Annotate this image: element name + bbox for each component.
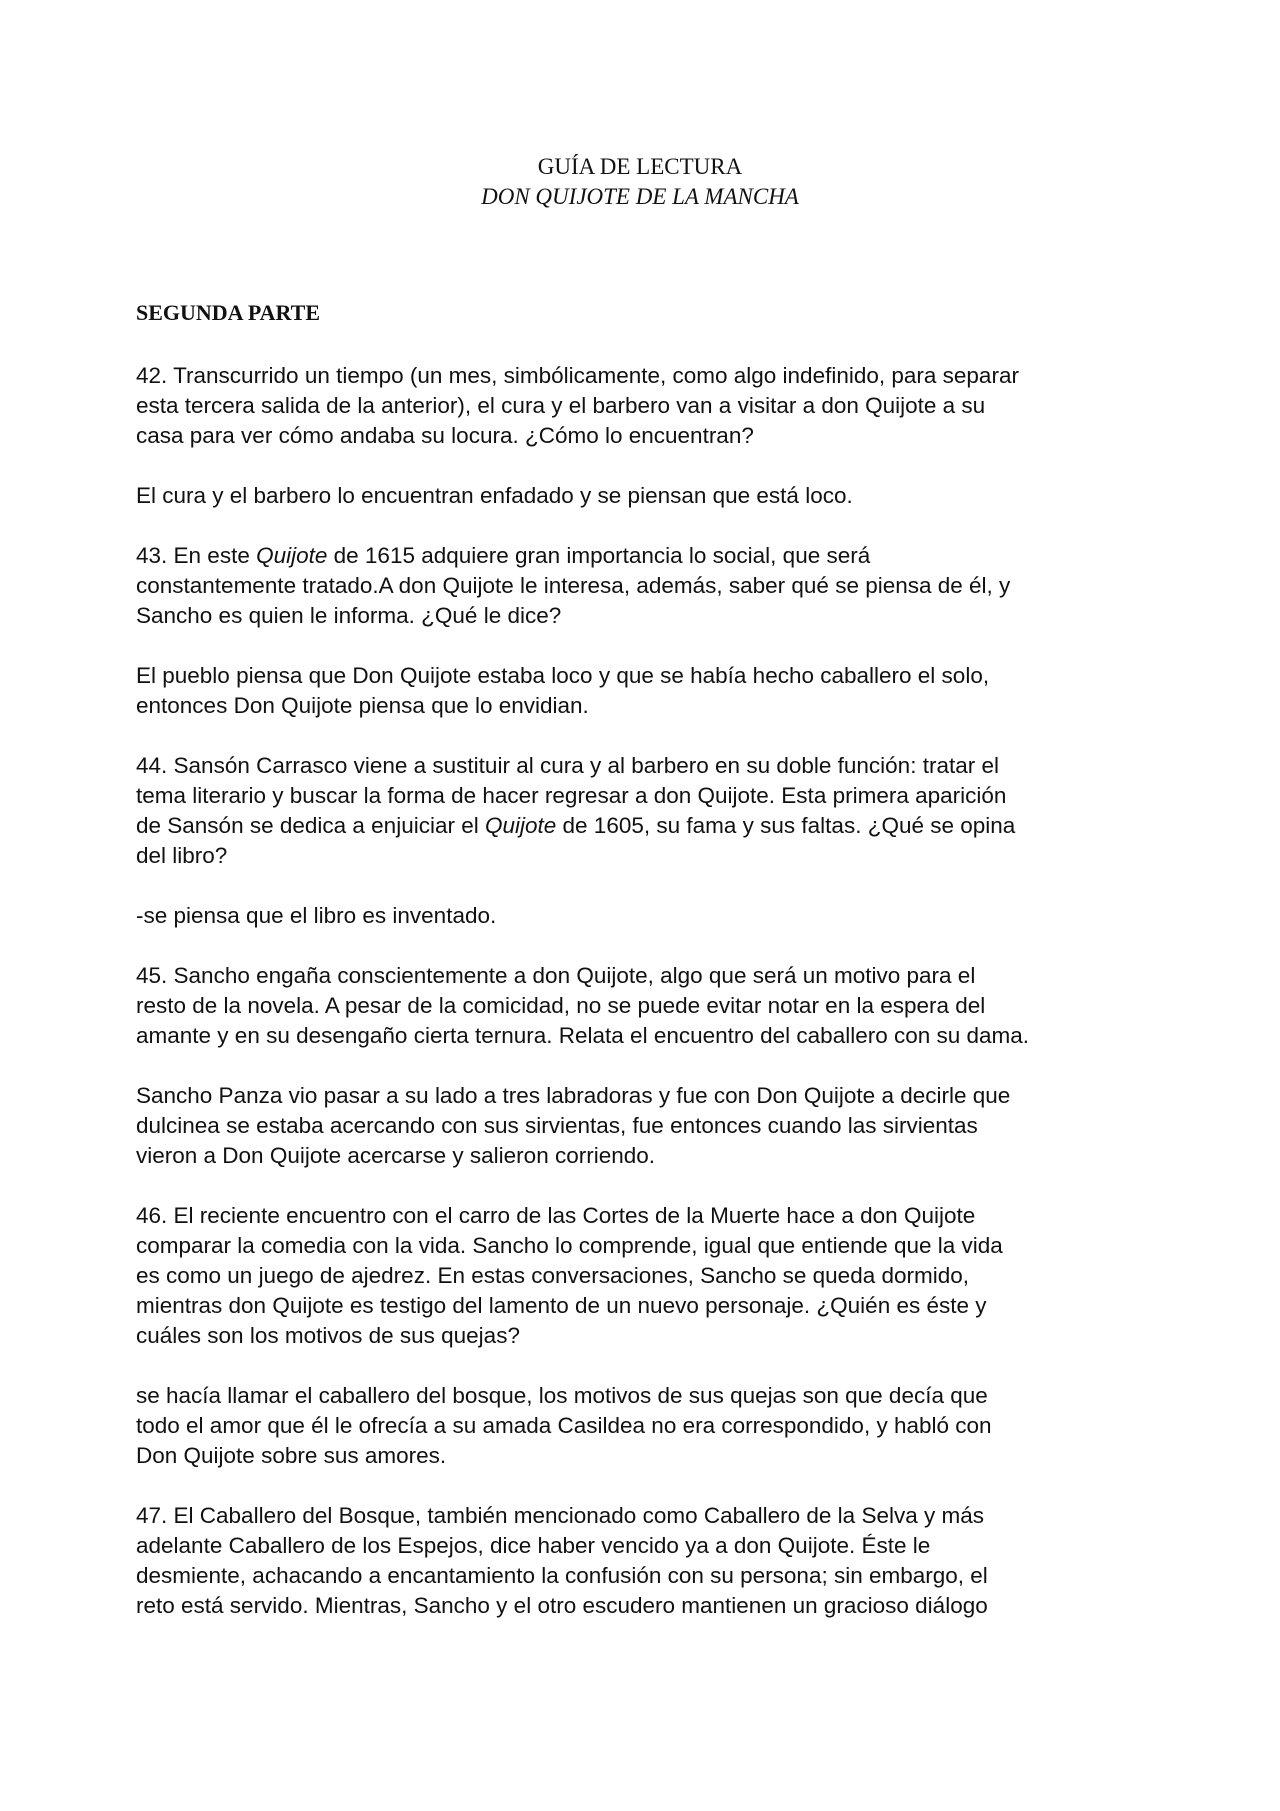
text-line <box>136 541 1176 571</box>
text-line: 46. El reciente encuentro con el carro de las Cortes de la Muerte hace a don Quijote <box>136 1203 976 1228</box>
text-line: dulcinea se estaba acercando con sus sirvientas, fue entonces cuando las sirvientas <box>136 1113 978 1138</box>
text-line: vieron a Don Quijote acercarse y salieron corriendo. <box>136 1143 656 1168</box>
italic-book-title: Quijote <box>484 813 557 838</box>
question-42 <box>136 361 1176 451</box>
question-43 <box>136 541 1176 631</box>
text-line: amante y en su desengaño cierta ternura. Relata el encuentro del caballero con su dama. <box>136 1023 1030 1048</box>
section-title: SEGUNDA PARTE <box>136 300 321 325</box>
text-line: todo el amor que él le ofrecía a su amada Casildea no era correspondido, y habló con <box>136 1413 992 1438</box>
text-line: Sancho es quien le informa. ¿Qué le dice? <box>136 603 562 628</box>
text-line: Sancho Panza vio pasar a su lado a tres labradoras y fue con Don Quijote a decirle que <box>136 1083 1011 1108</box>
answer-46 <box>136 1381 1176 1471</box>
text-line: 42. Transcurrido un tiempo (un mes, simbólicamente, como algo indefinido, para separar <box>136 363 1019 388</box>
italic-book-title: Quijote <box>256 543 328 568</box>
answer-43 <box>136 661 1176 721</box>
document-header <box>0 152 1280 212</box>
text-run: 43. En este <box>136 543 257 568</box>
text-line: El cura y el barbero lo encuentran enfadado y se piensan que está loco. <box>136 483 853 508</box>
text-line: adelante Caballero de los Espejos, dice haber vencido ya a don Quijote. Éste le <box>136 1533 931 1558</box>
text-line: desmiente, achacando a encantamiento la confusión con su persona; sin embargo, el <box>136 1563 988 1588</box>
text-line: -se piensa que el libro es inventado. <box>136 903 497 928</box>
text-line: casa para ver cómo andaba su locura. ¿Cómo lo encuentran? <box>136 423 754 448</box>
question-45 <box>136 961 1176 1051</box>
text-line: reto está servido. Mientras, Sancho y el otro escudero mantienen un gracioso diálogo <box>136 1593 988 1618</box>
text-line: 44. Sansón Carrasco viene a sustituir al cura y al barbero en su doble función: tratar el <box>136 753 999 778</box>
text-line: se hacía llamar el caballero del bosque, los motivos de sus quejas son que decía que <box>136 1383 988 1408</box>
question-47 <box>136 1501 1176 1621</box>
text-line: mientras don Quijote es testigo del lamento de un nuevo personaje. ¿Quién es éste y <box>136 1293 987 1318</box>
document-body <box>136 361 1176 1651</box>
text-line: El pueblo piensa que Don Quijote estaba loco y que se había hecho caballero el solo, <box>136 663 990 688</box>
text-line: esta tercera salida de la anterior), el cura y el barbero van a visitar a don Quijote a su <box>136 393 986 418</box>
text-line: 45. Sancho engaña conscientemente a don Quijote, algo que será un motivo para el <box>136 963 976 988</box>
question-44 <box>136 751 1176 871</box>
text-run: de 1605, su fama y sus faltas. ¿Qué se opina <box>556 813 1016 838</box>
text-line: es como un juego de ajedrez. En estas conversaciones, Sancho se queda dormido, <box>136 1263 970 1288</box>
text-line: tema literario y buscar la forma de hacer regresar a don Quijote. Esta primera aparición <box>136 783 1007 808</box>
document-title: GUÍA DE LECTURA <box>537 154 743 179</box>
text-line: 47. El Caballero del Bosque, también mencionado como Caballero de la Selva y más <box>136 1503 984 1528</box>
text-line <box>136 811 1176 841</box>
text-run: de Sansón se dedica a enjuiciar el <box>136 813 485 838</box>
text-line: del libro? <box>136 843 228 868</box>
question-46 <box>136 1201 1176 1351</box>
text-line: resto de la novela. A pesar de la comicidad, no se puede evitar notar en la espera del <box>136 993 986 1018</box>
text-line: entonces Don Quijote piensa que lo envidian. <box>136 693 589 718</box>
document-subtitle: DON QUIJOTE DE LA MANCHA <box>481 184 799 209</box>
text-line: comparar la comedia con la vida. Sancho lo comprende, igual que entiende que la vida <box>136 1233 1003 1258</box>
answer-45 <box>136 1081 1176 1171</box>
answer-44 <box>136 901 1176 931</box>
text-line: Don Quijote sobre sus amores. <box>136 1443 447 1468</box>
answer-42 <box>136 481 1176 511</box>
text-line: cuáles son los motivos de sus quejas? <box>136 1323 520 1348</box>
text-line: constantemente tratado.A don Quijote le interesa, además, saber qué se piensa de él, y <box>136 573 1011 598</box>
text-run: de 1615 adquiere gran importancia lo social, que será <box>327 543 871 568</box>
